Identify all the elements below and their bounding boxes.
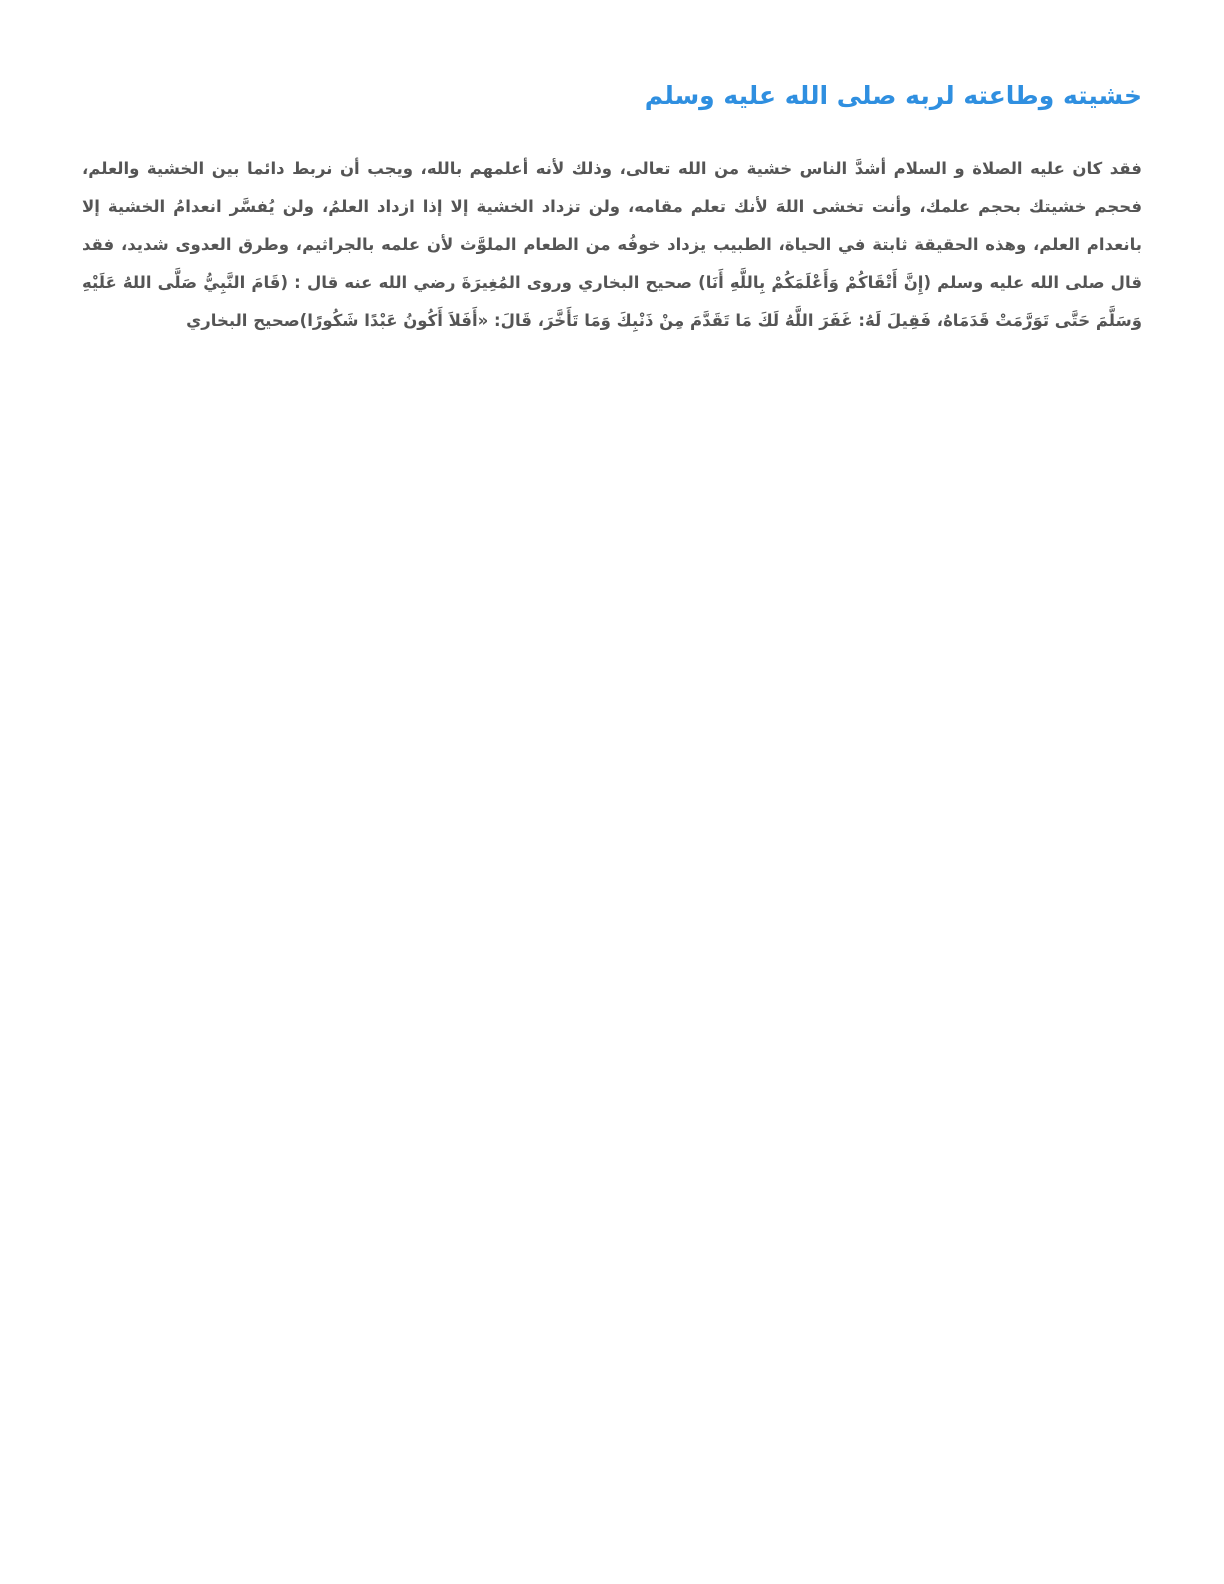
body-paragraph: فقد كان عليه الصلاة و السلام أشدَّ الناس خشية من الله تعالى، وذلك لأنه أعلمهم بالله، ويجب أن نربط دائما بين الخشية والعلم، فحجم خشيتك بحجم علمك، وأنت تخشى اللهَ لأنك تعلم مقامه، ولن تزداد الخشية إلا إذا ازداد العلمُ، ولن يُفسَّر انعدامُ الخشية إلا بانعدام العلم، وهذه الحقيقة ثابتة في الحياة، الطبيب يزداد خوفُه من الطعام الملوَّث لأن علمه بالجراثيم، وطرق العدوى شديد، فقد قال صلى الله عليه وسلم (إِنَّ أَتْقَاكُمْ وَأَعْلَمَكُمْ بِاللَّهِ أَنَا) صحيح البخاري وروى المُغِيرَةَ رضي الله عنه قال : (قَامَ النَّبِيُّ صَلَّى اللهُ عَلَيْهِ وَسَلَّمَ حَتَّى تَوَرَّمَتْ قَدَمَاهُ، فَقِيلَ لَهُ: غَفَرَ اللَّهُ لَكَ مَا تَقَدَّمَ مِنْ ذَنْبِكَ وَمَا تَأَخَّرَ، قَالَ: «أَفَلاَ أَكُونُ عَبْدًا شَكُورًا)صحيح البخاري xyxy=(82,159,1142,330)
document-page xyxy=(82,74,1142,340)
page-title: خشيته وطاعته لربه صلى الله عليه وسلم xyxy=(644,81,1142,110)
